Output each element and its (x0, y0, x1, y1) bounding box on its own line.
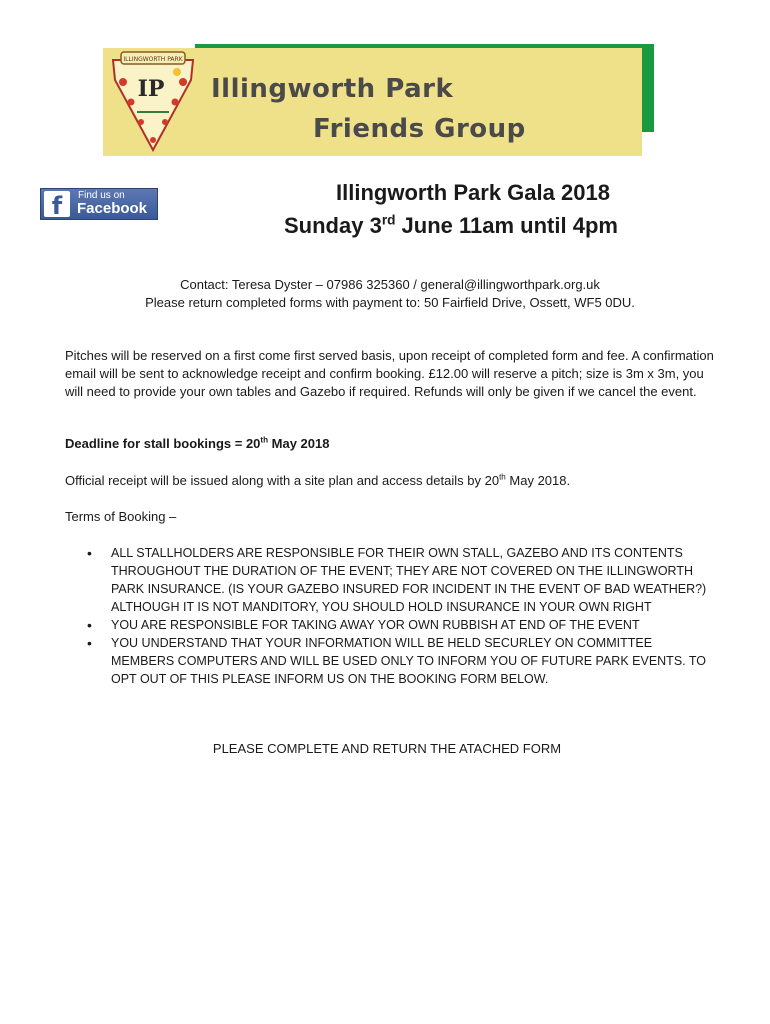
facebook-label: Facebook (77, 200, 148, 217)
contact-line: Contact: Teresa Dyster – 07986 325360 / general@illingworthpark.org.uk (180, 277, 600, 292)
banner-yellow-panel (103, 48, 642, 156)
return-address-line: Please return completed forms with payment to: 50 Fairfield Drive, Ossett, WF5 0DU. (145, 295, 635, 310)
receipt-line: Official receipt will be issued along with a site plan and access details by 20th May 2018. (65, 472, 571, 488)
facebook-f-icon: f (44, 191, 70, 217)
deadline-line: Deadline for stall bookings = 20th May 2018 (65, 435, 330, 451)
terms-list-item: • YOU ARE RESPONSIBLE FOR TAKING AWAY YOR OWN RUBBISH AT END OF THE EVENT (65, 616, 715, 634)
banner-title: Illingworth Park (211, 74, 454, 104)
event-title: Illingworth Park Gala 2018 (336, 180, 610, 205)
terms-list-item: • ALL STALLHOLDERS ARE RESPONSIBLE FOR THEIR OWN STALL, GAZEBO AND ITS CONTENTS THROUGHOUT THE DURATION OF THE EVENT; THEY ARE NOT COVERED ON THE ILLINGWORTH PARK INSURANCE. (IS YOUR GAZEBO INSURED FOR INCIDENT IN THE EVENT OF BAD WEATHER?) ALTHOUGH IT IS NOT MANDITORY, YOU SHOULD HOLD INSURANCE IN YOUR OWN RIGHT (65, 544, 715, 616)
pitches-paragraph: Pitches will be reserved on a first come first served basis, upon receipt of completed form and fee. A confirmation email will be sent to acknowledge receipt and confirm booking. £12.00 will reserve a pitch; size is 3m x 3m, you will need to provide your own tables and Gazebo if required. Refunds will only be given if we cancel the event. (65, 348, 714, 399)
terms-heading: Terms of Booking – (65, 509, 177, 524)
facebook-find-us-label: Find us on (78, 190, 125, 201)
banner-subtitle: Friends Group (313, 114, 526, 144)
header-banner (103, 44, 654, 156)
event-date: Sunday 3rd June 11am until 4pm (284, 212, 618, 238)
crest-text: ILLINGWORTH PARK (123, 56, 183, 63)
terms-list-item: • YOU UNDERSTAND THAT YOUR INFORMATION WILL BE HELD SECURLEY ON COMMITTEE MEMBERS COMPUTERS AND WILL BE USED ONLY TO INFORM YOU OF FUTURE PARK EVENTS. TO OPT OUT OF THIS PLEASE INFORM US ON THE BOOKING FORM BELOW. (65, 634, 715, 688)
closing-instruction: PLEASE COMPLETE AND RETURN THE ATACHED FORM (212, 741, 562, 756)
crest-letters: IP (137, 76, 165, 102)
terms-list (65, 544, 715, 688)
crest-logo (107, 50, 199, 154)
